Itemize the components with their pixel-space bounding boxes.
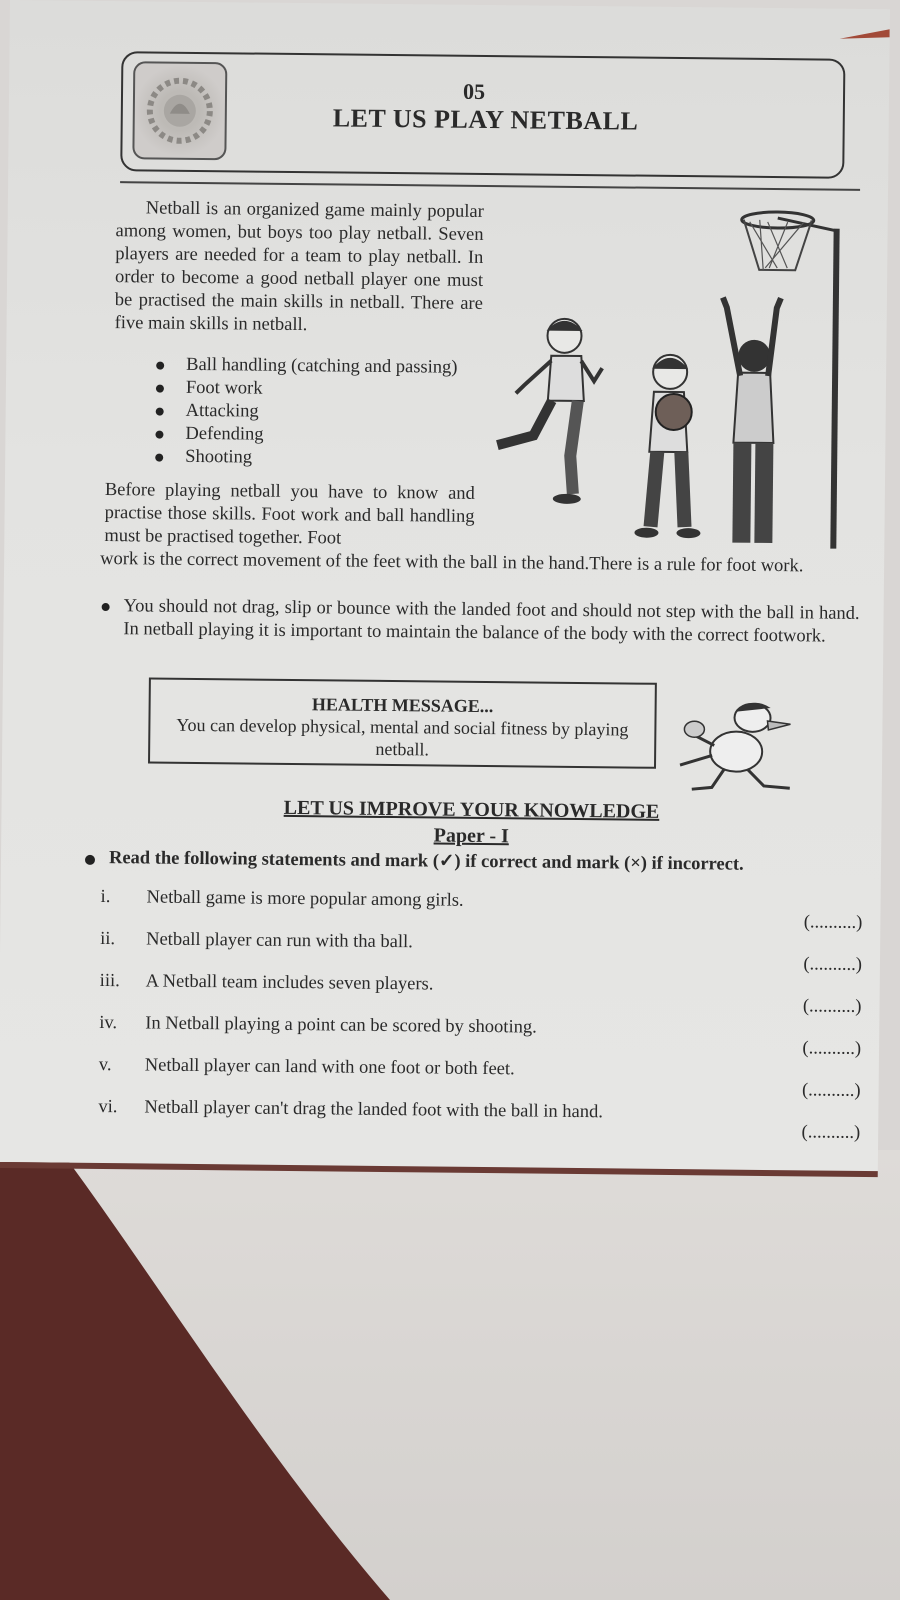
question-number: iv. bbox=[99, 1012, 118, 1034]
hand-shadow bbox=[0, 1150, 900, 1600]
answer-blank[interactable]: (..........) bbox=[802, 1038, 862, 1059]
intro-text: Netball is an organized game mainly popular among women, but boys too play netball. Seven players are needed for a team to play netball. In order to become a good netball player one must be practised the main skills in netball. There are five main skills in netball. bbox=[114, 198, 484, 336]
page-corner-mark bbox=[840, 27, 890, 48]
list-item: Attacking bbox=[156, 400, 458, 426]
answer-blank[interactable]: (..........) bbox=[801, 1080, 861, 1101]
list-item: Foot work bbox=[156, 377, 458, 403]
section-title: LET US IMPROVE YOUR KNOWLEDGE bbox=[283, 796, 660, 823]
chapter-title: LET US PLAY NETBALL bbox=[332, 103, 639, 136]
answer-blank[interactable]: (..........) bbox=[802, 996, 862, 1017]
question-item bbox=[98, 1097, 868, 1147]
skills-list bbox=[155, 354, 457, 472]
health-message-box bbox=[148, 677, 657, 768]
question-number: ii. bbox=[100, 928, 116, 950]
health-title: HEALTH MESSAGE... bbox=[311, 694, 494, 717]
netball-players-illustration bbox=[474, 195, 858, 559]
answer-blank[interactable]: (..........) bbox=[803, 912, 863, 933]
footwork-text: work is the correct movement of the feet with the ball in the hand.There is a rule for foot work. bbox=[100, 548, 804, 577]
header-rule bbox=[120, 181, 860, 191]
question-text: A Netball team includes seven players. bbox=[145, 971, 434, 995]
cartoon-duck-icon bbox=[672, 695, 803, 796]
question-number: vi. bbox=[98, 1096, 118, 1118]
intro-paragraph bbox=[114, 197, 483, 339]
question-number: v. bbox=[98, 1054, 112, 1076]
practice-text: Before playing netball you have to know and practise those skills. Foot work and ball handling must be practised together. Foot bbox=[104, 480, 475, 549]
list-item: Defending bbox=[155, 423, 457, 449]
chapter-number: 05 bbox=[462, 78, 486, 104]
emblem-icon bbox=[132, 61, 227, 160]
question-text: Netball game is more popular among girls. bbox=[146, 887, 464, 911]
paper-title: Paper - I bbox=[433, 824, 509, 848]
question-text: In Netball playing a point can be scored by shooting. bbox=[145, 1013, 537, 1038]
answer-blank[interactable]: (..........) bbox=[801, 1122, 861, 1143]
answer-blank[interactable]: (..........) bbox=[803, 954, 863, 975]
list-item: Shooting bbox=[155, 446, 457, 472]
question-number: iii. bbox=[99, 970, 120, 992]
question-text: Netball player can land with one foot or both feet. bbox=[144, 1055, 515, 1080]
question-list bbox=[98, 887, 871, 1147]
question-text: Netball player can't drag the landed foot with the ball in hand. bbox=[144, 1097, 603, 1123]
list-item: Ball handling (catching and passing) bbox=[156, 354, 458, 380]
health-text: You can develop physical, mental and social fitness by playing netball. bbox=[176, 714, 629, 760]
question-text: Netball player can run with tha ball. bbox=[146, 929, 413, 953]
question-number: i. bbox=[100, 886, 111, 908]
chapter-header bbox=[120, 51, 845, 179]
footwork-rule: You should not drag, slip or bounce with the landed foot and should not step with the ball in hand. In netball playing it is important to maintain the balance of the body with the correct footwork. bbox=[99, 595, 859, 649]
exercise-instruction: Read the following statements and mark (✓) if correct and mark (×) if incorrect. bbox=[79, 847, 869, 877]
